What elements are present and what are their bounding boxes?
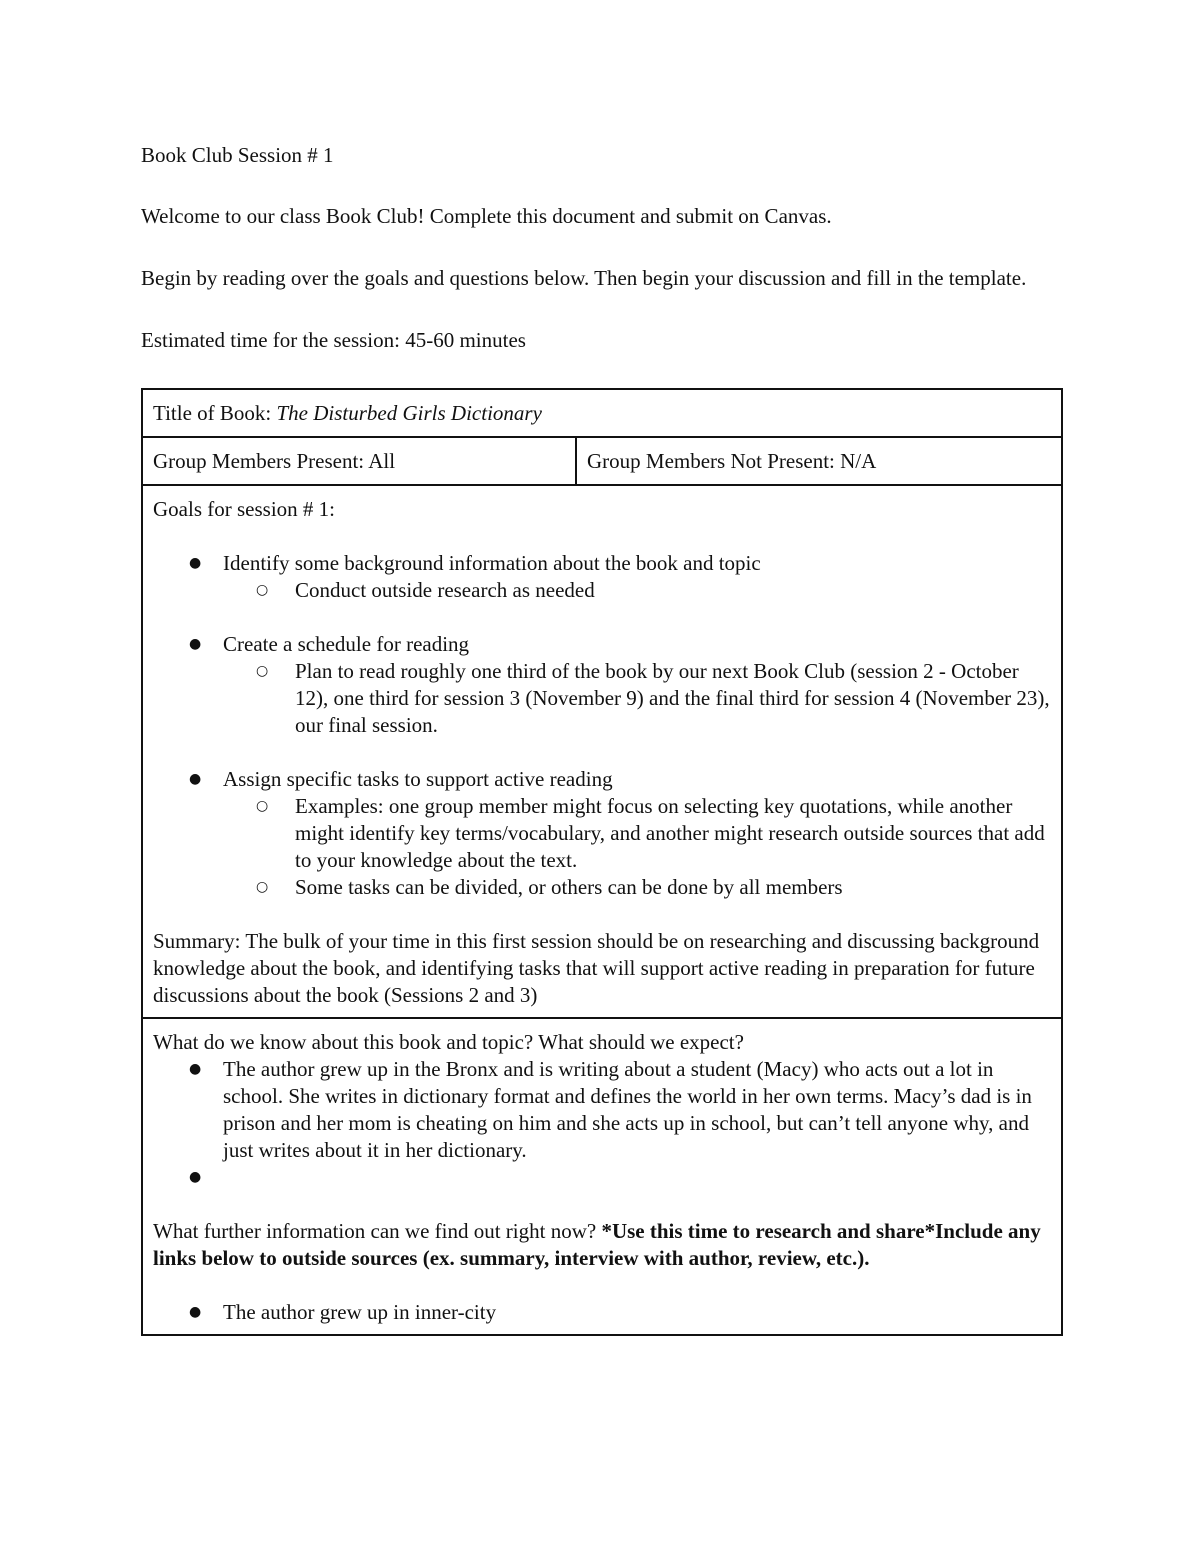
intro-section [141, 142, 1061, 354]
members-row [142, 437, 1062, 485]
goals-row [142, 485, 1062, 1018]
book-title: The Disturbed Girls Dictionary [276, 401, 542, 425]
document-page [141, 142, 1061, 1336]
goal-item [153, 766, 1051, 901]
members-not-present-cell[interactable] [576, 437, 1062, 485]
further-answer-list [153, 1299, 1051, 1326]
further-instruction: *Use this time to research and share*Include any links below to outside sources (ex. summary, interview with author, review, etc.). [153, 1219, 1041, 1270]
document-title: Book Club Session # 1 [141, 143, 334, 167]
goal-item [153, 550, 1051, 604]
discussion-row [142, 1018, 1062, 1335]
goal-subitem: ○ Conduct outside research as needed [223, 577, 1051, 604]
book-title-cell[interactable] [142, 389, 1062, 437]
goal-subitem: ○ Some tasks can be divided, or others can be done by all members [223, 874, 1051, 901]
know-answer-list [153, 1056, 1051, 1191]
goal-subitem: ○ Plan to read roughly one third of the book by our next Book Club (session 2 - October 12), one third for session 3 (November 9) and the final third for session 4 (November 23), our final session. [223, 658, 1051, 739]
goal-group [153, 766, 1051, 901]
know-answer-item[interactable]: ● The author grew up in the Bronx and is writing about a student (Macy) who acts out a lot in school. She writes in dictionary format and defines the world in her own terms. Macy’s dad is in prison and her mom is cheating on him and she acts up in school, but can’t tell anyone why, and just writes about it in her dictionary. [153, 1056, 1051, 1164]
goal-group [153, 550, 1051, 604]
members-present-cell[interactable] [142, 437, 576, 485]
know-question: What do we know about this book and topic? What should we expect? [153, 1030, 744, 1054]
goal-subitem: ○ Examples: one group member might focus on selecting key quotations, while another might identify key terms/vocabulary, and another might research outside sources that add to your knowledge about the text. [223, 793, 1051, 874]
book-club-table [141, 388, 1063, 1336]
goals-cell [142, 485, 1062, 1018]
title-row [142, 389, 1062, 437]
further-answer-item[interactable]: ● The author grew up in inner-city [153, 1299, 1051, 1326]
discussion-cell[interactable] [142, 1018, 1062, 1335]
goals-heading: Goals for session # 1: [153, 497, 335, 521]
goal-group [153, 631, 1051, 739]
goal-text: Assign specific tasks to support active reading [223, 767, 613, 791]
instructions-text: Begin by reading over the goals and questions below. Then begin your discussion and fill in the template. [141, 266, 1027, 290]
welcome-text: Welcome to our class Book Club! Complete this document and submit on Canvas. [141, 204, 832, 228]
summary-text: Summary: The bulk of your time in this first session should be on researching and discussing background knowledge about the book, and identifying tasks that will support active reading in preparation for future discussions about the book (Sessions 2 and 3) [153, 929, 1040, 1007]
further-question-text: What further information can we find out right now? [153, 1219, 602, 1243]
know-answer-empty-item[interactable] [153, 1164, 1051, 1191]
goal-text: Identify some background information about the book and topic [223, 551, 761, 575]
estimated-time-text: Estimated time for the session: 45-60 minutes [141, 328, 526, 352]
goal-item [153, 631, 1051, 739]
book-title-label: Title of Book: [153, 401, 277, 425]
further-question [153, 1218, 1051, 1272]
members-present: Group Members Present: All [153, 449, 396, 473]
goal-text: Create a schedule for reading [223, 632, 470, 656]
members-not-present: Group Members Not Present: N/A [587, 449, 877, 473]
